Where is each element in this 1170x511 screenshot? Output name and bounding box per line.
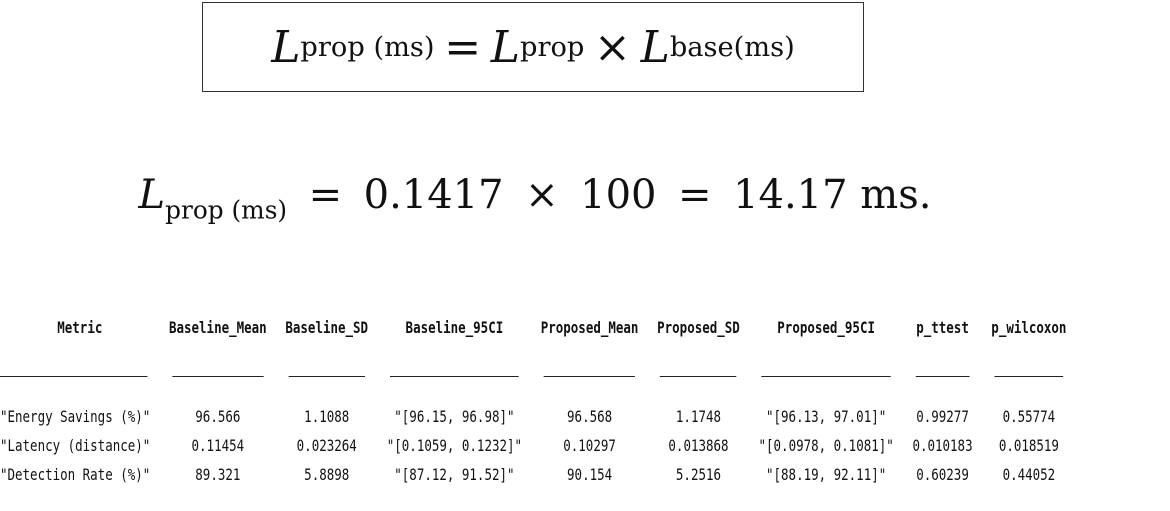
header-baseline-mean: Baseline_Mean [168,317,267,337]
header-p-wilcoxon: p_wilcoxon [991,317,1067,337]
result-lhs-subscript: prop (ms) [165,195,288,225]
cell-proposed-mean: 96.568 [567,407,613,426]
results-table [0,306,1076,489]
table-row [0,402,1076,431]
lhs-variable: L [271,21,301,73]
cell-proposed-sd: 0.013868 [668,436,729,455]
cell-baseline-mean: 89.321 [195,465,241,484]
cell-metric: "Latency (distance)" [0,436,151,455]
cell-proposed-95ci: "[88.19, 92.11]" [766,465,887,484]
header-underline [0,352,147,377]
result-value: 14.17 ms. [733,172,932,218]
rhs2-subscript: base(ms) [669,31,795,63]
header-underline [994,352,1063,377]
header-underline [544,352,635,377]
cell-p-ttest: 0.60239 [916,465,969,484]
equals-sign: = [444,21,482,73]
cell-proposed-mean: 0.10297 [563,436,616,455]
table-row [0,431,1076,460]
times-sign: × [594,21,631,73]
rhs1-variable: L [490,21,521,73]
cell-baseline-sd: 0.023264 [296,436,357,455]
cell-proposed-sd: 1.1748 [675,407,722,426]
header-underline [762,352,891,377]
cell-proposed-mean: 90.154 [567,465,613,484]
cell-baseline-95ci: "[0.1059, 0.1232]" [386,436,523,455]
cell-p-wilcoxon: 0.018519 [998,436,1059,455]
rhs1-subscript: prop [520,31,585,63]
result-factor-value: 0.1417 [363,172,504,218]
cell-baseline-mean: 0.11454 [191,436,245,455]
cell-p-wilcoxon: 0.44052 [1002,465,1056,484]
lhs-subscript: prop (ms) [300,31,435,63]
header-proposed-sd: Proposed_SD [657,317,740,337]
cell-p-ttest: 0.010183 [912,436,973,455]
header-metric: Metric [57,317,103,337]
header-proposed-mean: Proposed_Mean [540,317,639,337]
header-underline [289,352,365,377]
cell-proposed-95ci: "[0.0978, 0.1081]" [758,436,894,455]
cell-proposed-sd: 5.2516 [675,465,722,484]
header-underline [172,352,263,377]
result-lhs-variable: L [138,172,166,218]
table-row [0,460,1076,489]
cell-p-wilcoxon: 0.55774 [1002,407,1056,426]
result-equals-sign-2: = [678,172,712,218]
header-underline [916,352,970,377]
result-equals-sign: = [308,172,343,218]
cell-proposed-95ci: "[96.13, 97.01]" [766,407,887,426]
cell-baseline-sd: 5.8898 [304,465,350,484]
header-underline [390,352,519,377]
cell-metric: "Detection Rate (%)" [0,465,151,484]
result-multiplier: 100 [580,172,657,218]
header-baseline-95ci: Baseline_95CI [405,317,504,337]
cell-baseline-mean: 96.566 [195,407,241,426]
cell-baseline-sd: 1.1088 [304,407,350,426]
cell-baseline-95ci: "[87.12, 91.52]" [394,465,515,484]
header-baseline-sd: Baseline_SD [285,317,369,337]
boxed-equation [202,2,864,92]
header-rule-row [0,348,1076,380]
cell-metric: "Energy Savings (%)" [0,407,151,426]
header-underline [660,352,736,377]
rhs2-variable: L [640,21,670,73]
table-header-row [0,306,1076,348]
header-proposed-95ci: Proposed_95CI [777,317,875,337]
cell-baseline-95ci: "[96.15, 96.98]" [394,407,515,426]
result-times-sign: × [525,172,559,218]
cell-p-ttest: 0.99277 [916,407,969,426]
header-p-ttest: p_ttest [916,317,969,337]
result-equation [0,172,1070,224]
